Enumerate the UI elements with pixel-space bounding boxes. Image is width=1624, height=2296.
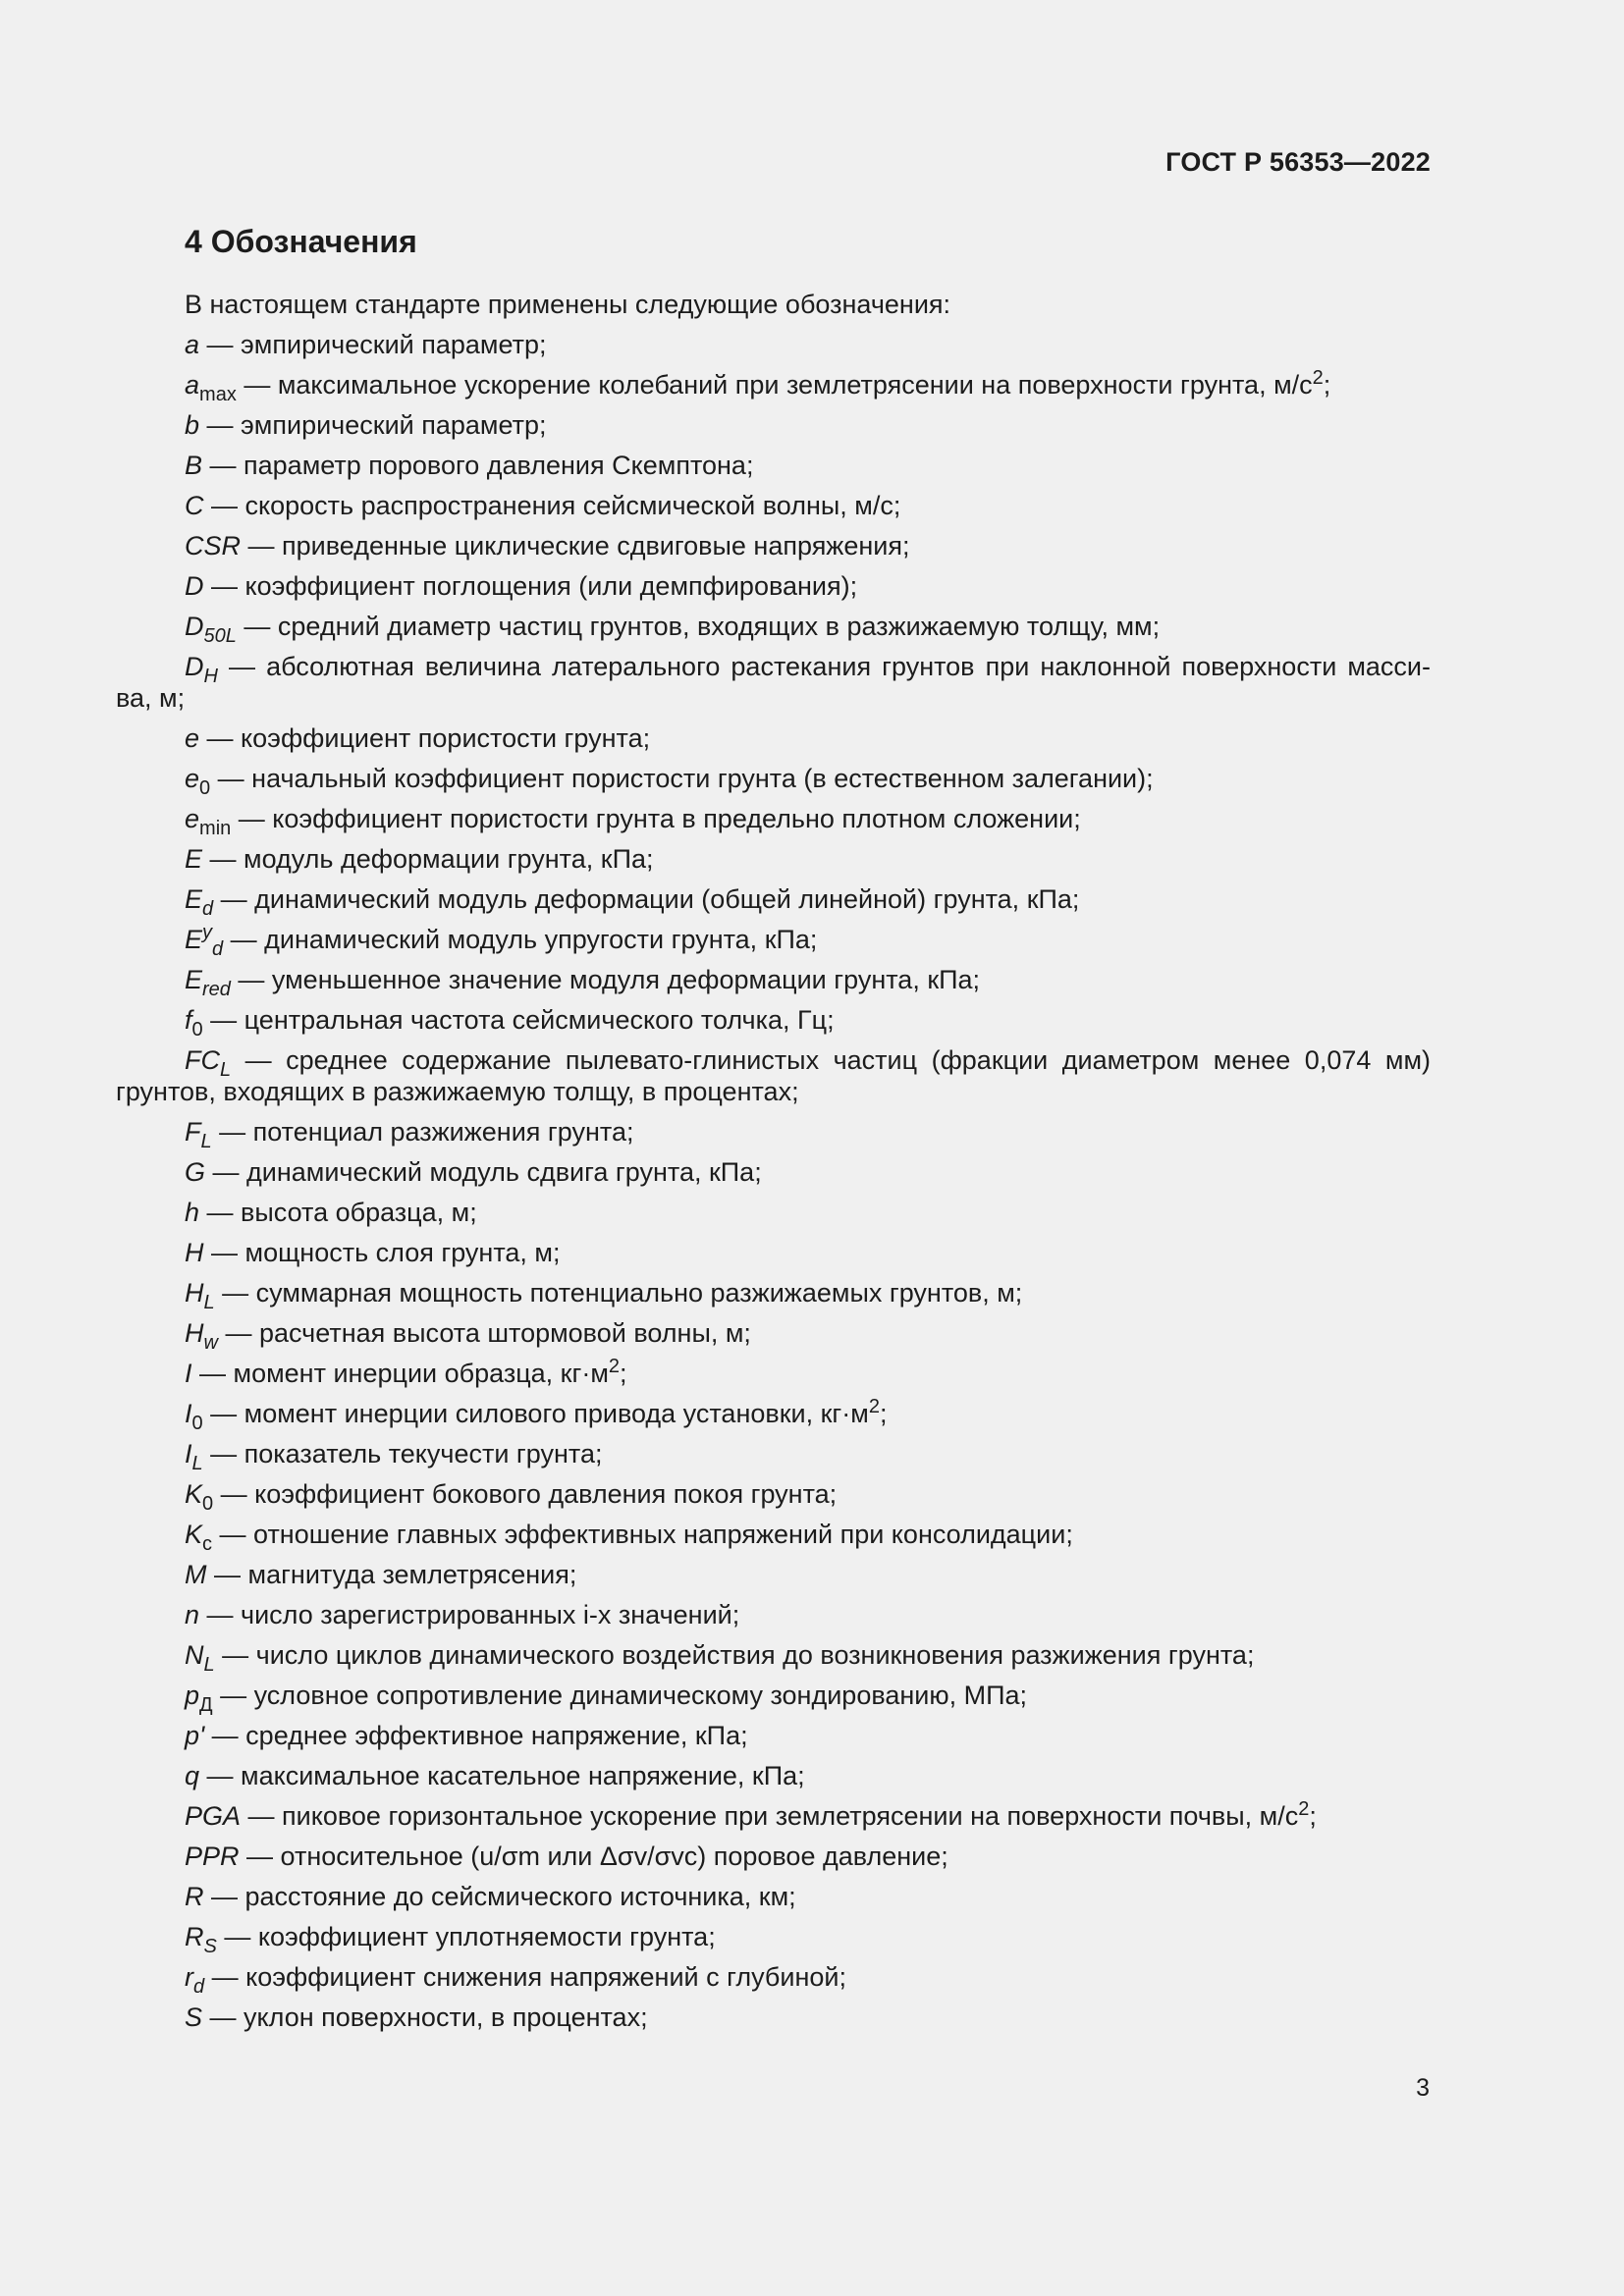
notation-item <box>116 1998 1431 2038</box>
notation-item <box>116 1635 1431 1676</box>
notation-definition: — среднее эффективное напряжение, кПа; <box>204 1721 748 1750</box>
notation-definition: — средний диаметр частиц грунтов, входящих в разжижаемую толщу, мм; <box>236 612 1161 641</box>
notation-definition: — коэффициент уплотняемости грунта; <box>216 1922 716 1951</box>
notation-definition: — максимальное ускорение колебаний при землетрясении на поверхности грунта, м/с <box>236 370 1313 400</box>
notation-symbol: E <box>185 965 203 994</box>
notation-subscript: 0 <box>191 1019 203 1041</box>
notation-symbol: n <box>185 1600 200 1629</box>
notation-definition: — эмпирический параметр; <box>199 330 547 359</box>
notation-item <box>116 1193 1431 1233</box>
notation-item <box>116 486 1431 526</box>
notation-subscript: H <box>203 666 218 687</box>
notation-item <box>116 1716 1431 1756</box>
notation-symbol: E <box>185 844 203 874</box>
notation-symbol: a <box>185 370 200 400</box>
notation-symbol: M <box>185 1560 207 1589</box>
notation-definition: — уменьшенное значение модуля деформации грунта, кПа; <box>230 965 981 994</box>
notation-symbol: I <box>185 1359 192 1388</box>
notation-item <box>116 405 1431 446</box>
notation-symbol: PPR <box>185 1842 240 1871</box>
notation-definition: — модуль деформации грунта, кПа; <box>202 844 654 874</box>
notation-subscript: d <box>212 938 224 960</box>
notation-item <box>116 799 1431 839</box>
notation-symbol: r <box>185 1962 193 1992</box>
notation-definition: — потенциал разжижения грунта; <box>211 1117 634 1147</box>
notation-definition: — коэффициент поглощения (или демпфирования); <box>203 571 858 601</box>
notation-subscript: max <box>199 384 237 405</box>
notation-definition: — коэффициент пористости грунта в предельно плотном сложении; <box>231 804 1081 833</box>
notation-definition: — расчетная высота штормовой волны, м; <box>217 1318 751 1348</box>
notation-subscript: red <box>202 979 231 1000</box>
notation-item <box>116 1313 1431 1354</box>
notation-tail: ; <box>1323 370 1331 400</box>
notation-item <box>116 960 1431 1000</box>
notation-item <box>116 1877 1431 1917</box>
notation-definition: — коэффициент пористости грунта; <box>199 723 651 753</box>
notation-tail: ; <box>1309 1801 1317 1831</box>
notation-subscript: L <box>191 1453 203 1474</box>
notation-symbol: F <box>185 1117 201 1147</box>
notation-subscript: 50L <box>203 625 237 647</box>
notation-item <box>116 526 1431 566</box>
notation-definition: — условное сопротивление динамическому зондированию, МПа; <box>212 1681 1028 1710</box>
notation-symbol: H <box>185 1318 204 1348</box>
notation-item <box>116 566 1431 607</box>
unit-superscript: 2 <box>608 1356 621 1377</box>
notation-subscript: min <box>199 818 232 839</box>
intro-text: В настоящем стандарте применены следующие обозначения: <box>185 290 951 319</box>
notation-definition: — центральная частота сейсмического толчка, Гц; <box>202 1005 835 1035</box>
unit-superscript: 2 <box>1312 367 1324 389</box>
notation-subscript: c <box>202 1533 213 1555</box>
notation-item <box>116 1917 1431 1957</box>
notation-symbol: b <box>185 410 200 440</box>
notation-definition: — магнитуда землетрясения; <box>206 1560 577 1589</box>
notation-subscript: 0 <box>191 1413 203 1434</box>
notation-definition: — высота образца, м; <box>199 1198 477 1227</box>
notation-symbol: f <box>185 1005 192 1035</box>
notation-item <box>116 1233 1431 1273</box>
notation-subscript: S <box>203 1936 217 1957</box>
notation-subscript: L <box>200 1131 212 1152</box>
notation-subscript: 0 <box>202 1493 214 1515</box>
notation-definition: — среднее содержание пылевато-глинистых частиц (фракции диаметром менее 0,074 мм) грунтов, входящих в разжижаемую толщу, в процентах; <box>116 1045 1431 1106</box>
notation-definition: — коэффициент бокового давления покоя грунта; <box>213 1479 838 1509</box>
notation-symbol: D <box>185 571 204 601</box>
notation-definition: — максимальное касательное напряжение, кПа; <box>199 1761 805 1790</box>
notation-symbol: K <box>185 1479 203 1509</box>
notation-definition: — число зарегистрированных i-х значений; <box>199 1600 740 1629</box>
notation-symbol: R <box>185 1922 204 1951</box>
notation-item <box>116 1837 1431 1877</box>
notation-item <box>116 1555 1431 1595</box>
notation-item <box>116 1756 1431 1796</box>
notation-item <box>116 1957 1431 1998</box>
notation-symbol: FC <box>185 1045 220 1075</box>
notation-item <box>116 607 1431 647</box>
document-id: ГОСТ Р 56353—2022 <box>1165 147 1431 177</box>
notation-subscript: L <box>220 1059 232 1081</box>
notation-symbol: I <box>185 1399 192 1428</box>
notation-symbol: S <box>185 2002 203 2032</box>
notation-definition: — уклон поверхности, в процентах; <box>202 2002 648 2032</box>
notation-definition: — коэффициент снижения напряжений с глубиной; <box>204 1962 846 1992</box>
notation-superscript: y <box>202 922 213 943</box>
notation-list <box>116 285 1431 2038</box>
notation-symbol: E <box>185 925 203 954</box>
notation-subscript: d <box>193 1976 205 1998</box>
notation-symbol: I <box>185 1439 192 1468</box>
notation-symbol: K <box>185 1520 203 1549</box>
notation-item <box>116 1434 1431 1474</box>
section-title: 4 Обозначения <box>185 224 417 259</box>
notation-subscript: L <box>203 1292 215 1313</box>
notation-definition: — момент инерции силового привода установки, кг·м <box>202 1399 869 1428</box>
notation-subscript: w <box>203 1332 218 1354</box>
notation-item <box>116 839 1431 880</box>
notation-definition: — абсолютная величина латерального растекания грунтов при наклонной поверхности масси-ва, м; <box>116 652 1431 713</box>
notation-item <box>116 920 1431 960</box>
notation-definition: — относительное (u/σm или Δσv/σvc) поровое давление; <box>239 1842 948 1871</box>
notation-symbol: D <box>185 652 204 681</box>
notation-subscript: Д <box>199 1694 213 1716</box>
notation-item <box>116 1474 1431 1515</box>
notation-item <box>116 1000 1431 1041</box>
unit-superscript: 2 <box>1298 1798 1310 1820</box>
notation-symbol: E <box>185 884 203 914</box>
notation-symbol: e <box>185 804 200 833</box>
notation-symbol: N <box>185 1640 204 1670</box>
notation-definition: — показатель текучести грунта; <box>202 1439 603 1468</box>
notation-symbol: p' <box>185 1721 205 1750</box>
notation-definition: — мощность слоя грунта, м; <box>203 1238 561 1267</box>
notation-definition: — приведенные циклические сдвиговые напряжения; <box>241 531 910 561</box>
notation-item <box>116 651 1431 714</box>
notation-symbol: a <box>185 330 200 359</box>
notation-item <box>116 365 1431 405</box>
notation-symbol: H <box>185 1278 204 1308</box>
page-number: 3 <box>1416 2074 1430 2102</box>
notation-symbol: D <box>185 612 204 641</box>
notation-symbol: C <box>185 491 204 520</box>
notation-definition: — динамический модуль упругости грунта, кПа; <box>223 925 818 954</box>
notation-definition: — эмпирический параметр; <box>199 410 547 440</box>
notation-definition: — скорость распространения сейсмической волны, м/с; <box>203 491 901 520</box>
notation-subscript: L <box>203 1654 215 1676</box>
notation-definition: — число циклов динамического воздействия до возникновения разжижения грунта; <box>214 1640 1255 1670</box>
notation-definition: — момент инерции образца, кг·м <box>191 1359 609 1388</box>
notation-item <box>116 1796 1431 1837</box>
notation-definition: — отношение главных эффективных напряжений при консолидации; <box>212 1520 1073 1549</box>
notation-definition: — расстояние до сейсмического источника, км; <box>203 1882 796 1911</box>
notation-definition: — суммарная мощность потенциально разжижаемых грунтов, м; <box>214 1278 1023 1308</box>
notation-definition: — пиковое горизонтальное ускорение при землетрясении на поверхности почвы, м/с <box>241 1801 1299 1831</box>
notation-item <box>116 759 1431 799</box>
notation-item <box>116 719 1431 759</box>
notation-definition: — динамический модуль деформации (общей линейной) грунта, кПа; <box>213 884 1080 914</box>
notation-tail: ; <box>879 1399 888 1428</box>
notation-symbol: q <box>185 1761 200 1790</box>
notation-symbol: H <box>185 1238 204 1267</box>
notation-symbol: p <box>185 1681 200 1710</box>
notation-symbol: B <box>185 451 203 480</box>
notation-subscript: d <box>202 898 214 920</box>
notation-symbol: h <box>185 1198 200 1227</box>
notation-item <box>116 1044 1431 1107</box>
notation-symbol: CSR <box>185 531 242 561</box>
notation-item <box>116 1515 1431 1555</box>
notation-symbol: G <box>185 1157 206 1187</box>
notation-subscript: 0 <box>199 777 211 799</box>
notation-tail: ; <box>620 1359 627 1388</box>
unit-superscript: 2 <box>868 1396 880 1417</box>
notation-item <box>116 1112 1431 1152</box>
notation-item <box>116 1273 1431 1313</box>
notation-symbol: e <box>185 764 200 793</box>
notation-item <box>116 1595 1431 1635</box>
notation-symbol: PGA <box>185 1801 242 1831</box>
notation-item <box>116 1152 1431 1193</box>
notation-item <box>116 880 1431 920</box>
notation-item <box>116 446 1431 486</box>
notation-definition: — динамический модуль сдвига грунта, кПа; <box>205 1157 762 1187</box>
notation-definition: — начальный коэффициент пористости грунта (в естественном залегании); <box>210 764 1154 793</box>
notation-definition: — параметр порового давления Скемптона; <box>202 451 754 480</box>
notation-symbol: e <box>185 723 200 753</box>
notation-symbol: R <box>185 1882 204 1911</box>
notation-item <box>116 1354 1431 1394</box>
notation-item <box>116 1676 1431 1716</box>
notation-item <box>116 325 1431 365</box>
notation-item <box>116 1394 1431 1434</box>
